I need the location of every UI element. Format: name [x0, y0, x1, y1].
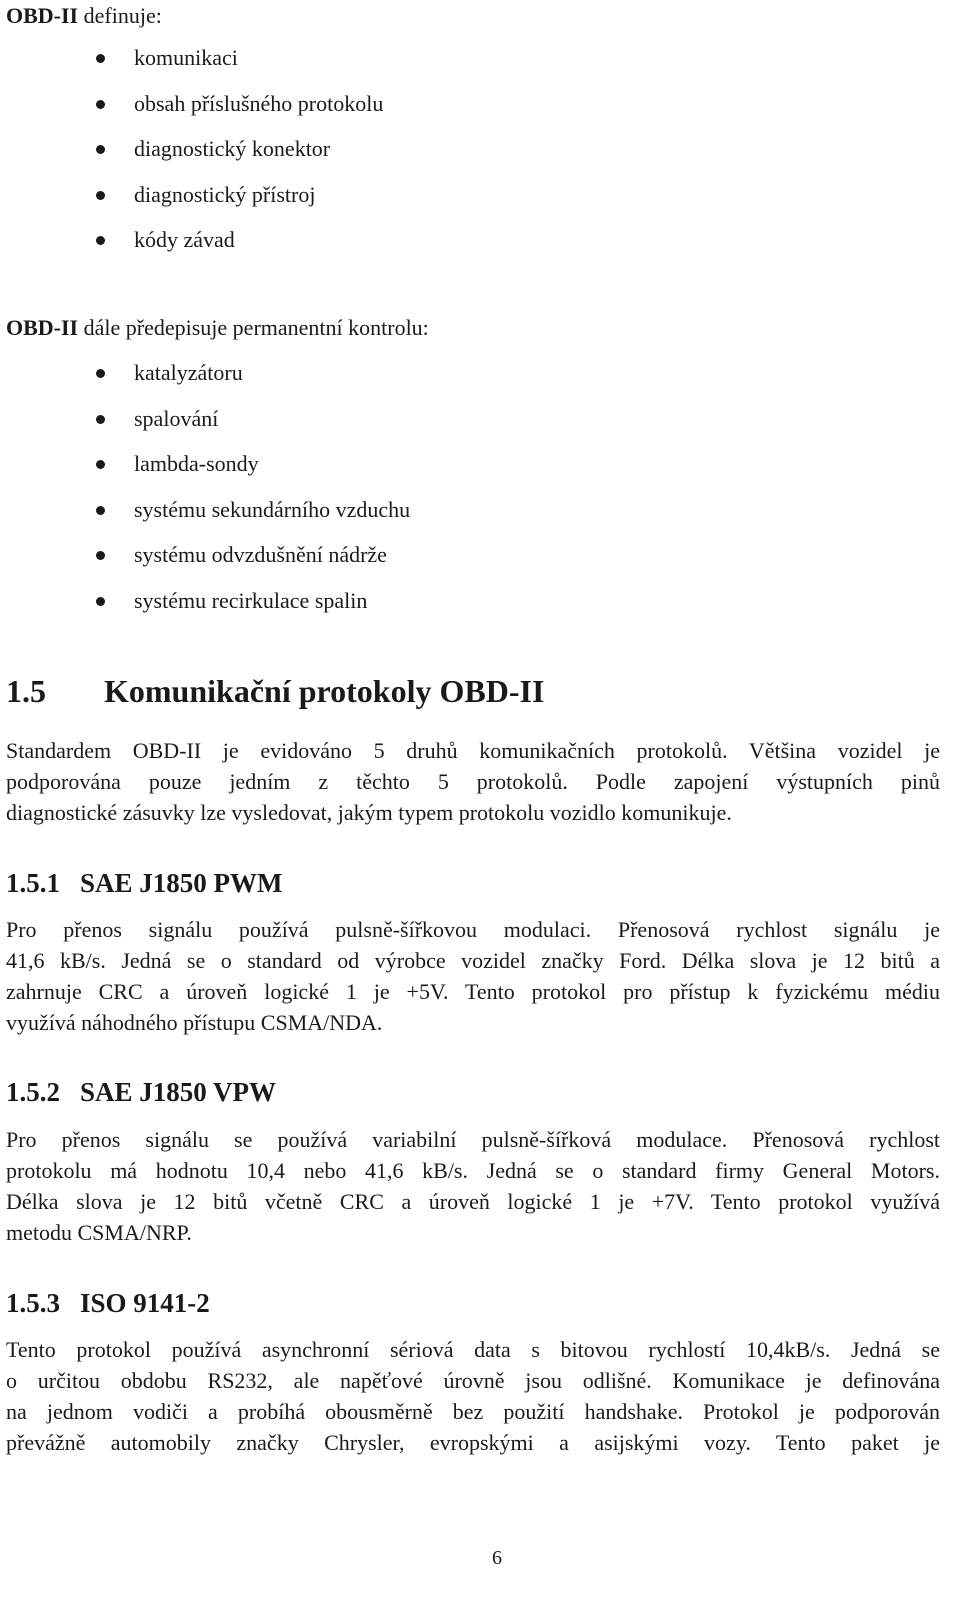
list-item: systému recirkulace spalin	[0, 587, 410, 633]
paragraph-line: Pro přenos signálu používá pulsně-šířkovou modulaci. Přenosová rychlost signálu je	[6, 917, 940, 942]
subsection-number: 1.5.3	[6, 1288, 60, 1318]
list-item: diagnostický přístroj	[0, 181, 383, 227]
list-item: lambda-sondy	[0, 450, 410, 496]
list-item: systému odvzdušnění nádrže	[0, 541, 410, 587]
subsection-2-paragraph	[6, 1124, 940, 1248]
list-item: systému sekundárního vzduchu	[0, 496, 410, 542]
paragraph-line: Tento protokol používá asynchronní sériová data s bitovou rychlostí 10,4kB/s. Jedná se	[6, 1337, 940, 1362]
section-heading	[6, 672, 544, 710]
subsection-3-paragraph	[6, 1334, 940, 1458]
paragraph-line: protokolu má hodnotu 10,4 nebo 41,6 kB/s. Jedná se o standard firmy General Motors.	[6, 1158, 940, 1183]
intro-line-1	[6, 2, 162, 30]
list-item: kódy závad	[0, 226, 383, 272]
paragraph-line: diagnostické zásuvky lze vysledovat, jakým typem protokolu vozidlo komunikuje.	[6, 800, 732, 825]
paragraph-line: využívá náhodného přístupu CSMA/NDA.	[6, 1010, 383, 1035]
obd-defines-list	[0, 44, 383, 272]
paragraph-line: 41,6 kB/s. Jedná se o standard od výrobce vozidel značky Ford. Délka slova je 12 bitů a	[6, 948, 940, 973]
subsection-number: 1.5.2	[6, 1077, 60, 1107]
subsection-title: SAE J1850 VPW	[80, 1077, 277, 1107]
section-title: Komunikační protokoly OBD-II	[104, 673, 545, 709]
bullet-icon	[96, 100, 105, 109]
intro-1-text: definuje:	[78, 3, 162, 28]
bullet-icon	[96, 191, 105, 200]
paragraph-line: převážně automobily značky Chrysler, evropskými a asijskými vozy. Tento paket je	[6, 1430, 940, 1455]
bullet-icon	[96, 369, 105, 378]
intro-1-bold: OBD-II	[6, 3, 79, 28]
section-number: 1.5	[6, 673, 46, 709]
list-item: diagnostický konektor	[0, 135, 383, 181]
page-number: 6	[492, 1547, 502, 1569]
intro-line-2	[6, 314, 429, 342]
bullet-icon	[96, 54, 105, 63]
bullet-icon	[96, 597, 105, 606]
bullet-icon	[96, 415, 105, 424]
subsection-heading-3	[6, 1287, 210, 1319]
bullet-icon	[96, 506, 105, 515]
list-item: obsah příslušného protokolu	[0, 90, 383, 136]
subsection-title: SAE J1850 PWM	[80, 868, 283, 898]
bullet-icon	[96, 236, 105, 245]
paragraph-line: o určitou obdobu RS232, ale napěťové úrovně jsou odlišné. Komunikace je definována	[6, 1368, 940, 1393]
paragraph-line: Pro přenos signálu se používá variabilní pulsně-šířková modulace. Přenosová rychlost	[6, 1127, 940, 1152]
paragraph-line: Délka slova je 12 bitů včetně CRC a úroveň logické 1 je +7V. Tento protokol využívá	[6, 1189, 940, 1214]
paragraph-line: Standardem OBD-II je evidováno 5 druhů komunikačních protokolů. Většina vozidel je	[6, 738, 940, 763]
paragraph-line: zahrnuje CRC a úroveň logické 1 je +5V. Tento protokol pro přístup k fyzickému médiu	[6, 979, 940, 1004]
bullet-icon	[96, 551, 105, 560]
paragraph-line: podporována pouze jedním z těchto 5 protokolů. Podle zapojení výstupních pinů	[6, 769, 940, 794]
subsection-heading-1	[6, 867, 283, 899]
permanent-control-list	[0, 359, 410, 632]
subsection-1-paragraph	[6, 914, 940, 1038]
subsection-heading-2	[6, 1076, 276, 1108]
bullet-icon	[96, 145, 105, 154]
paragraph-line: metodu CSMA/NRP.	[6, 1220, 192, 1245]
subsection-title: ISO 9141-2	[80, 1288, 210, 1318]
intro-2-text: dále předepisuje permanentní kontrolu:	[78, 315, 429, 340]
paragraph-line: na jednom vodiči a probíhá obousměrně bez použití handshake. Protokol je podporován	[6, 1399, 940, 1424]
section-paragraph	[6, 735, 940, 828]
intro-2-bold: OBD-II	[6, 315, 79, 340]
list-item: katalyzátoru	[0, 359, 410, 405]
list-item: spalování	[0, 405, 410, 451]
list-item: komunikaci	[0, 44, 383, 90]
bullet-icon	[96, 460, 105, 469]
subsection-number: 1.5.1	[6, 868, 60, 898]
